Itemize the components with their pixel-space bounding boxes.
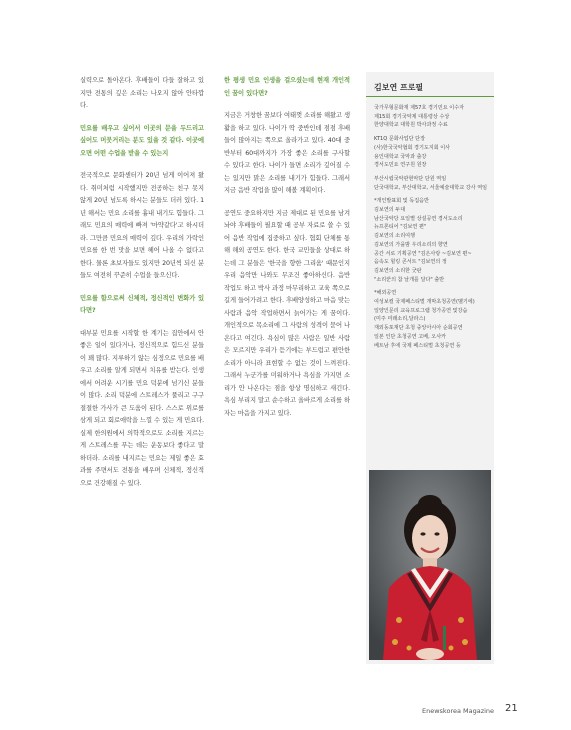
profile-line: 일양인문리 교육프로그램 청가공연 및강습 [374,307,468,314]
profile-line: (미주 미래소리,달라스) [374,316,426,323]
profile-line: 뉴프론티어 "김보연 편" [374,224,427,231]
profile-line: 경서도민요 연구원 원장 [374,162,427,169]
profile-title: 김보연 프로필 [374,83,424,92]
article-paragraph: 전국적으로 문화센터가 20년 넘게 이어져 왔다. 취미처럼 시작했지만 전공하는 친구 못지않게 20년 넘도록 하시는 분들도 더러 있다. 1년 해서는 민요 소리를 흉내 내기도 힘들다. 그래도 민요의 매력에 빠져 '마약같다'고 하시더라. 그만큼 민요의 매력이 깊다. 우리의 가락인 민요를 한 번 맛을 보면 헤어 나올 수 없다고 한다. 물론 초보자들도 있지만 20년씩 되신 분들도 여전히 꾸준히 수업을 들으신다. [80,172,204,279]
profile-line: 국가무형문화재 제57호 경기민요 이수자 [374,105,465,111]
profile-line: 음속도 힐링 콘서트 "김보연의 정 [374,259,447,266]
profile-group [374,104,490,130]
profile-group [374,175,490,192]
article-column-2 [224,75,350,430]
profile-line: 단국대학교, 부산대학교, 서울예술대학교 강사 역임 [374,184,488,191]
profile-line: 베트남 후에 국제 페스티벌 초청공연 등 [374,342,461,349]
portrait-illustration [369,470,491,660]
profile-line: KT1Q 문화사업단 단장 [374,136,425,143]
profile-line: 공간 서로 기획공연 "김은사랑 ~김보연 편~ [374,250,472,257]
profile-group [374,289,490,350]
profile-line: 남산국악당 요일별 상설공연 경서도소리 [374,215,463,222]
magazine-brand: Enewskorea Magazine [422,707,495,715]
page-number: 21 [505,703,518,714]
profile-line: 김보연의 소리여행 [374,233,415,240]
profile-line: "소리꾼의 참 날개를 달다" 출반 [374,276,445,283]
profile-line: 김보연의 소리한 굿판 [374,267,422,274]
profile-line: 한양대학교 대학원 박사과정 수료 [374,122,448,129]
profile-line: 일본 인단 초청공연 고베, 오사카 [374,333,447,340]
profile-line: *개인발표회 및 독집음반 [374,198,429,205]
article-paragraph: 지금은 거창한 꿈보다 여태껏 소리를 해왔고 생활을 하고 있다. 나이가 딱 중반인데 점점 후배들이 많아지는 쪽으로 올라가고 있다. 40대 중반부터 60대까지가 가장 좋은 소리를 구사할 수 있다고 한다. 나이가 들면 소리가 깊어질 수는 있지만 맑은 소리를 내기가 힘들다. 그래서 지금 음반 작업을 많이 해볼 계획이다. [224,112,350,194]
interview-question: 민요를 배우고 싶어서 이곳의 문을 두드리고 싶어도 머뭇거리는 분도 있을 것 같다. 이곳에 오면 어떤 수업을 받을 수 있는지 [80,124,204,157]
profile-body [374,104,490,355]
article-paragraph: 대부분 민요를 시작할 한 계기는 집안에서 안 좋은 일이 있다거나, 정신적으로 힘드신 분들이 꽤 많다. 지루하기 않는 심정으로 민요를 배우고 소리를 알게 되면서 치유를 받는다. 인생에서 어려운 시기를 민요 덕분에 넘기신 분들이 많다. 소리 덕분에 스트레스가 풀리고 구구절절한 가사가 큰 도움이 된다. 스스로 위로를 삼게 되고 회로애락을 느낄 수 있는 게 민요다. 실제 한의원에서 의학적으로도 소리를 지르는게 스트레스를 푸는 데는 운동보다 좋다고 말하더라. 소리를 내지르는 민요는 제일 좋은 효과를 주면서도 전통을 배우며 신체적, 정신적으로 건강해질 수 있다. [80,329,204,487]
article-paragraph: 공연도 중요하지만 지금 제대로 된 민요를 남겨놔야 후배들이 필요할 때 공부 자료로 쓸 수 있어 음반 작업에 집중하고 싶다. 협회 단체를 통해 해외 공연도 한다. 한국 교민들을 상대로 하는데 그 분들은 '한국을 향한 그리움' 때문인지 우리 음악만 나와도 무조건 좋아하신다. 음반 작업도 하고 박사 과정 마무리하고 교육 쪽으로 길게 들어가려고 한다. 후배양성하고 마음 맞는 사람과 음악 작업하면서 늙어가는 게 꿈이다. 개인적으로 목소리에 그 사람의 성격이 묻어 나온다고 여긴다. 욕심이 많은 사람은 일반 사람은 모르지만 우리가 듣기에는 부드럽고 편안한 소리가 아니라 표현할 수 없는 것이 느껴진다. 그래서 누군가를 미워하거나 욕심을 가지면 소리가 안 나온다는 점을 항상 명심하고 새긴다. 욕심 부리지 말고 순수하고 올바르게 소리를 하자는 마음을 가지고 있다. [224,209,350,417]
profile-group [374,135,490,170]
article-paragraph: 실력으로 돌아온다. 후배들이 다들 잘하고 있지만 전통의 깊은 소리는 나오지 않아 안타깝다. [80,77,204,109]
profile-group [374,197,490,284]
profile-line: 용인대학교 국악과 출강 [374,153,427,160]
profile-line: 재외동포재단 초청 중앙아시아 순회공연 [374,325,463,332]
profile-line: (사)한국국악협회 경기도지회 이사 [374,144,451,151]
interview-question: 민요를 함으로써 신체적, 정신적인 변화가 있다면? [80,294,204,314]
profile-line: *해외공연 [374,290,397,297]
profile-line: 여성보컬 국제페스티벌 개막초청공연(벨기에) [374,299,475,306]
profile-line: 부산시립국악관현악단 단원 역임 [374,175,447,182]
interview-question: 한 평생 민요 인생을 걸으셨는데 현재 개인적인 꿈이 있다면? [224,77,350,97]
portrait-photo [369,470,491,660]
profile-line: 김보연의 두대 [374,207,406,214]
profile-line: 김보연의 가을밤 우리소리의 향연 [374,241,448,248]
article-column-1 [80,75,204,500]
profile-line: 제15회 경기국악제 대통령상 수상 [374,113,450,120]
